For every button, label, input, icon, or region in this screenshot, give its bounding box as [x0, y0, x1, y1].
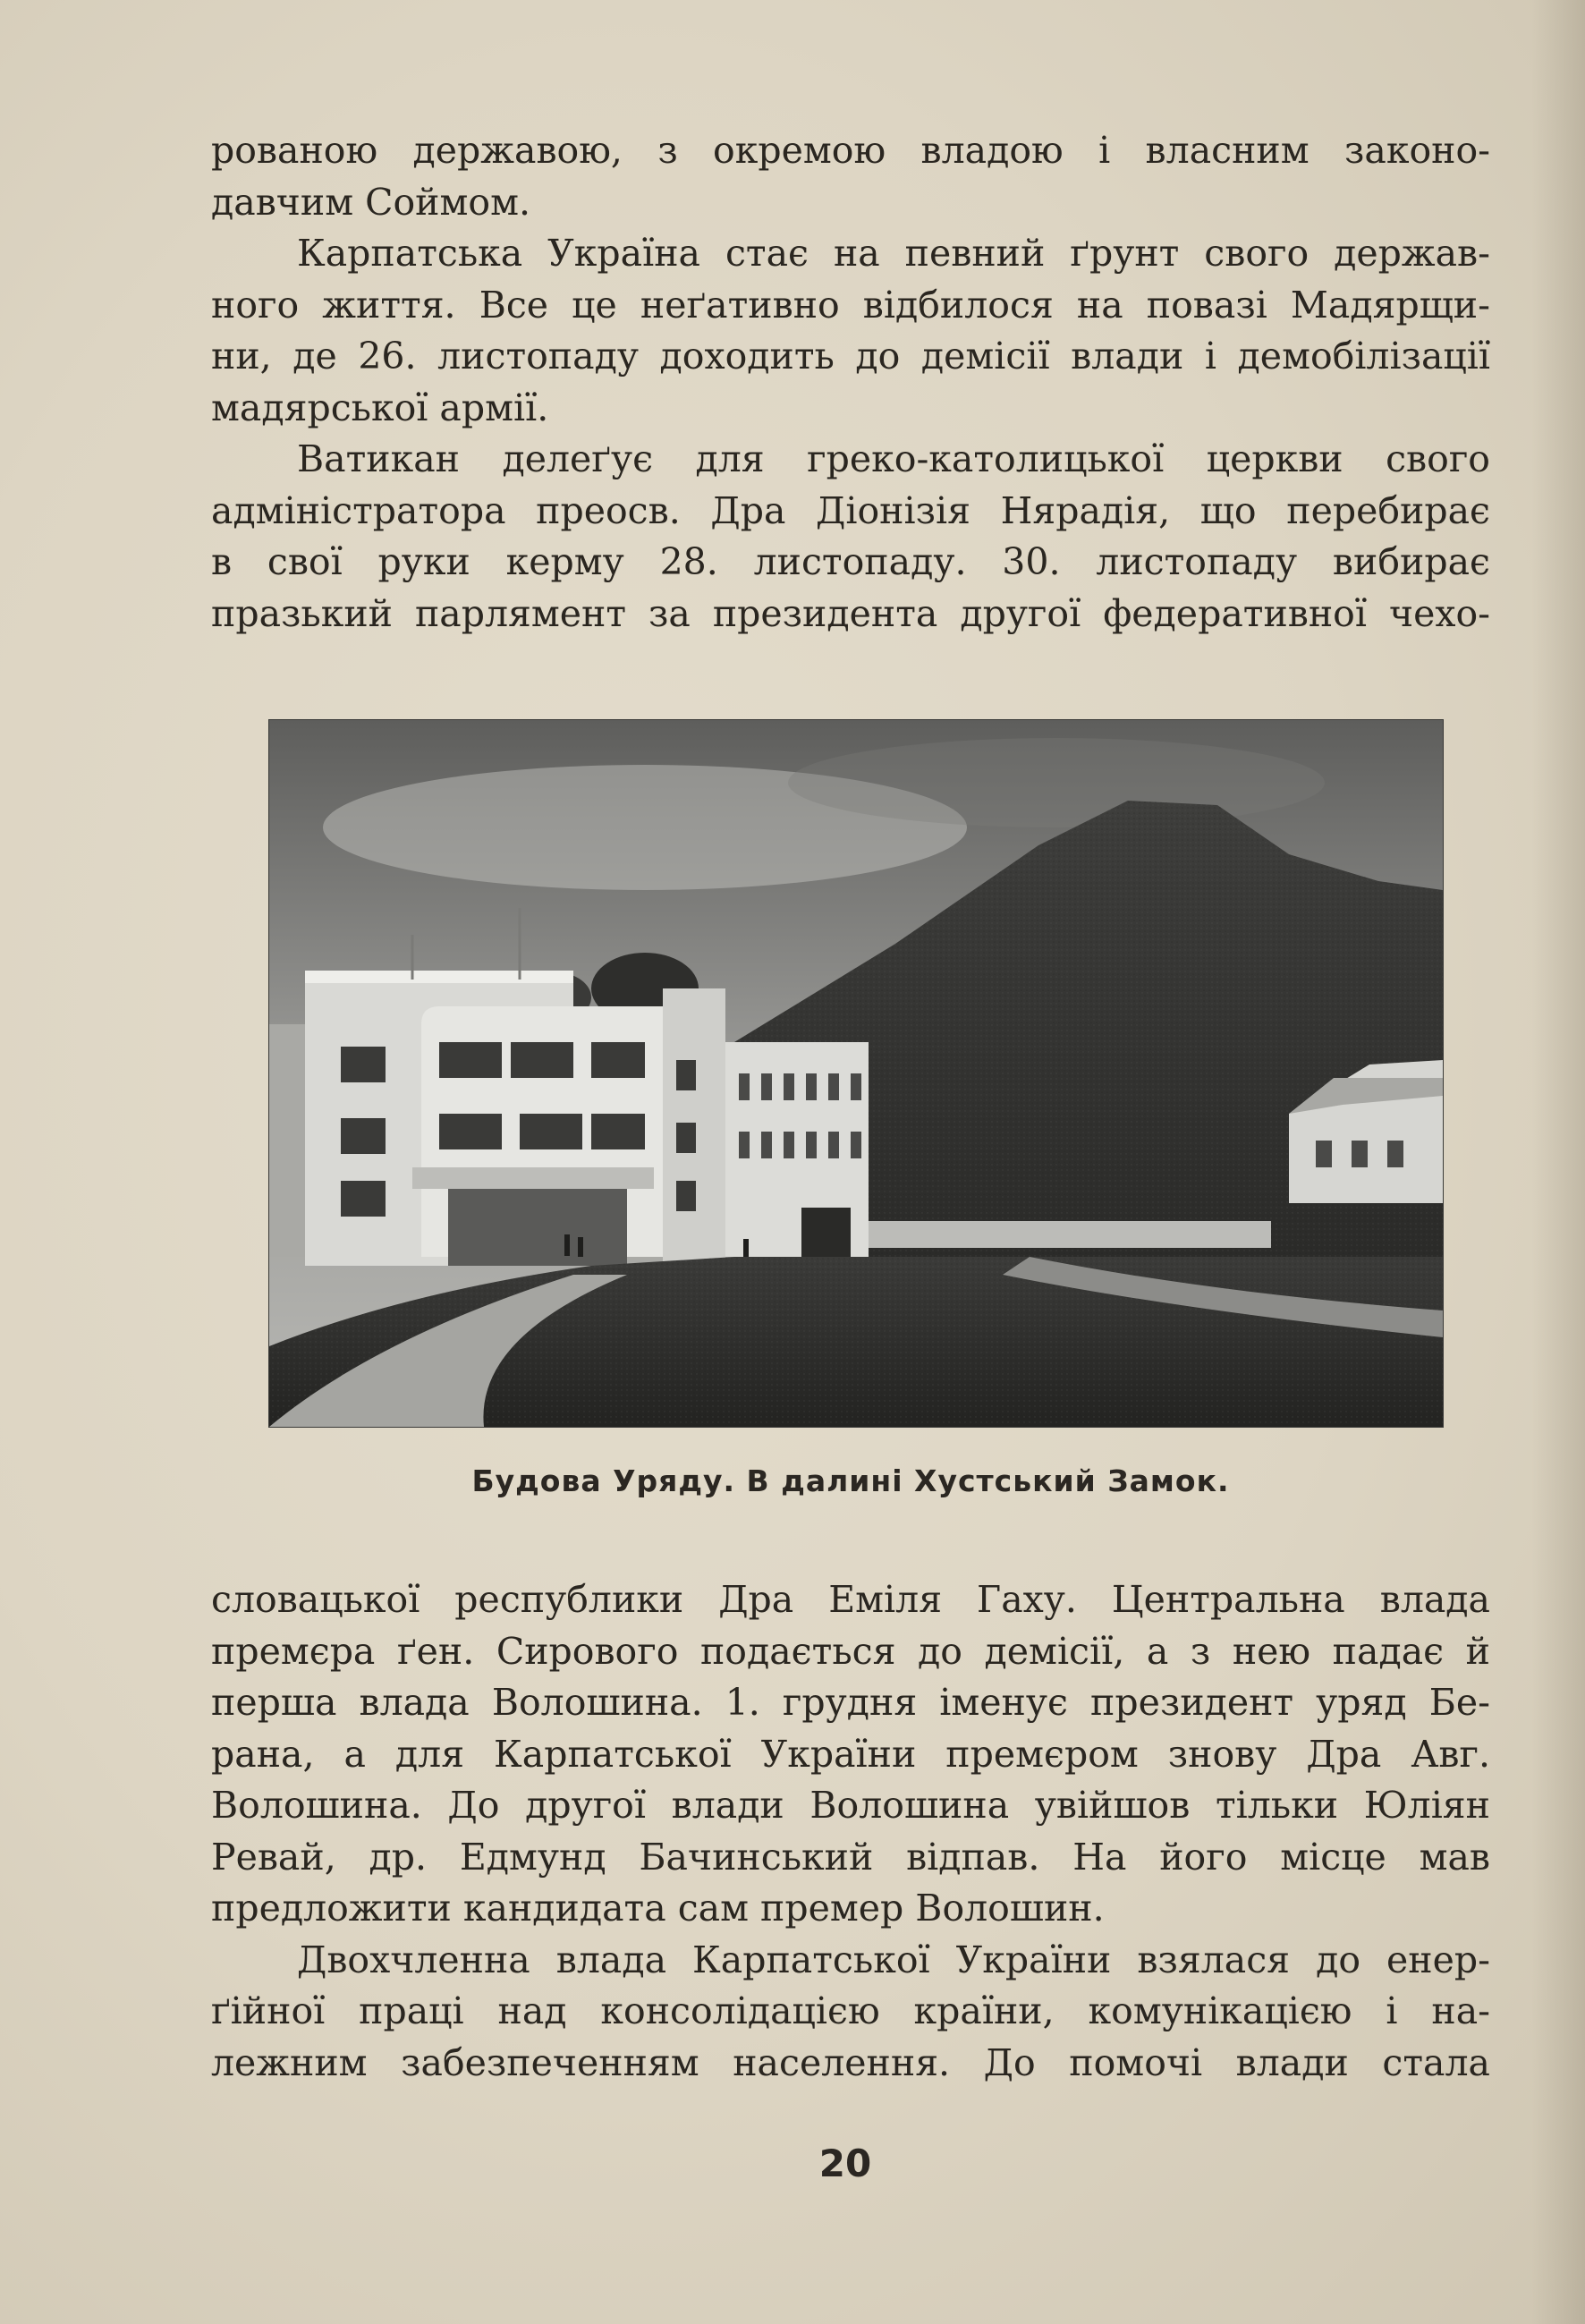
- text-line: рана, а для Карпатської України премєром знову Дра Авг.: [211, 1732, 1490, 1776]
- paragraph: [211, 228, 1490, 434]
- paragraph: [211, 1574, 1490, 1935]
- page-number: 20: [818, 2142, 872, 2185]
- text-line: Ватикан делеґує для греко-католицької церкви свого: [297, 437, 1490, 480]
- text-line: празький парлямент за президента другої федеративної чехо-: [211, 591, 1490, 635]
- text-line: премєра ґен. Сирового подається до демісії, а з нею падає й: [211, 1629, 1490, 1673]
- paragraph: [211, 1935, 1490, 2090]
- bottom-text-block: [211, 1574, 1490, 2089]
- text-line: в свої руки керму 28. листопаду. 30. листопаду вибирає: [211, 540, 1490, 583]
- top-text-block: [211, 125, 1490, 640]
- text-line: лежним забезпеченням населення. До помочі влади стала: [211, 2040, 1490, 2084]
- text-line: ни, де 26. листопаду доходить до демісії влади і демобілізації: [211, 335, 1490, 377]
- text-line: Волошина. До другої влади Волошина увійшов тільки Юліян: [211, 1784, 1490, 1827]
- text-line: предложити кандидата сам премер Волошин.: [211, 1887, 1105, 1930]
- paragraph: [211, 434, 1490, 640]
- text-line: адміністратора преосв. Дра Діонізія Нярадія, що перебирає: [211, 488, 1490, 532]
- text-line: рованою державою, з окремою владою і власним законо-: [211, 129, 1490, 172]
- photo-government-building: [268, 719, 1444, 1428]
- text-line: Карпатська Україна стає на певний ґрунт свого держав-: [297, 232, 1490, 275]
- paragraph: [211, 125, 1490, 228]
- text-line: словацької республики Дра Еміля Гаху. Центральна влада: [211, 1578, 1490, 1621]
- text-line: давчим Соймом.: [211, 180, 531, 224]
- text-line: Двохчленна влада Карпатської України взялася до енер-: [297, 1938, 1490, 1981]
- text-line: перша влада Волошина. 1. грудня іменує президент уряд Бе-: [211, 1681, 1490, 1724]
- text-line: ного життя. Все це неґативно відбилося на повазі Мадярщи-: [211, 283, 1490, 327]
- photo-illustration: [269, 720, 1443, 1427]
- text-line: Ревай, др. Едмунд Бачинський відпав. На його місце мав: [211, 1835, 1490, 1879]
- text-line: мадярської армії.: [211, 386, 549, 429]
- figure-caption: Будова Уряду. В далині Хустський Замок.: [471, 1463, 1230, 1498]
- text-line: ґійної праці над консолідацією країни, комунікацією і на-: [211, 1989, 1490, 2032]
